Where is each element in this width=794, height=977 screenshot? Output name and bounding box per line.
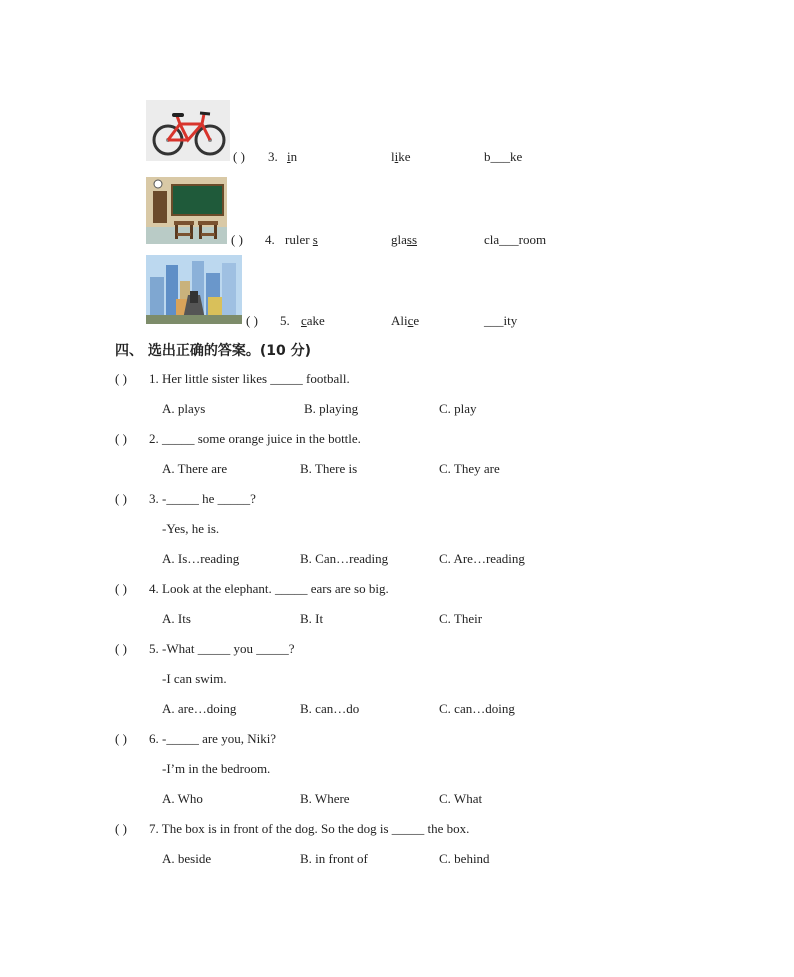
bicycle-image <box>146 100 230 161</box>
answer-paren[interactable]: ( ) <box>246 313 258 328</box>
answer-paren[interactable]: ( ) <box>115 821 127 836</box>
option-c[interactable]: C. What <box>439 791 483 806</box>
option-b[interactable]: B. playing <box>304 401 359 416</box>
word-option-2: Alice <box>391 313 420 328</box>
question-stem: 2. _____ some orange juice in the bottle. <box>149 431 361 446</box>
option-b[interactable]: B. It <box>300 611 324 626</box>
question-stem: 1. Her little sister likes _____ football. <box>149 371 350 386</box>
item-number: 5. <box>280 313 290 328</box>
answer-paren[interactable]: ( ) <box>115 371 127 386</box>
word-option-1: in <box>287 149 298 164</box>
city-icon <box>146 255 242 324</box>
word-option-1: ruler s <box>285 232 318 247</box>
option-a[interactable]: A. Is…reading <box>162 551 240 566</box>
option-c[interactable]: C. They are <box>439 461 500 476</box>
answer-paren[interactable]: ( ) <box>231 232 243 247</box>
option-a[interactable]: A. are…doing <box>162 701 237 716</box>
option-c[interactable]: C. Their <box>439 611 483 626</box>
option-b[interactable]: B. Where <box>300 791 350 806</box>
word-option-3: ___ity <box>484 313 518 328</box>
option-a[interactable]: A. Its <box>162 611 191 626</box>
answer-paren[interactable]: ( ) <box>115 731 127 746</box>
option-a[interactable]: A. There are <box>162 461 228 476</box>
question-stem: 6. -_____ are you, Niki? <box>149 731 277 746</box>
answer-paren[interactable]: ( ) <box>233 149 245 164</box>
item-number: 3. <box>268 149 278 164</box>
option-b[interactable]: B. in front of <box>300 851 368 866</box>
option-b[interactable]: B. Can…reading <box>300 551 389 566</box>
word-option-3: b___ke <box>484 149 523 164</box>
dialogue-reply: -I can swim. <box>162 671 227 686</box>
option-b[interactable]: B. can…do <box>300 701 360 716</box>
question-stem: 3. -_____ he _____? <box>149 491 256 506</box>
classroom-image <box>146 177 227 244</box>
answer-paren[interactable]: ( ) <box>115 491 127 506</box>
option-c[interactable]: C. can…doing <box>439 701 515 716</box>
classroom-icon <box>146 177 227 244</box>
question-stem: 5. -What _____ you _____? <box>149 641 295 656</box>
option-c[interactable]: C. play <box>439 401 477 416</box>
option-a[interactable]: A. Who <box>162 791 203 806</box>
section-heading: 四、 选出正确的答案。(10 分) <box>115 343 312 359</box>
city-image <box>146 255 242 324</box>
option-a[interactable]: A. beside <box>162 851 212 866</box>
bicycle-icon <box>146 100 230 161</box>
question-stem: 7. The box is in front of the dog. So the dog is _____ the box. <box>149 821 470 836</box>
answer-paren[interactable]: ( ) <box>115 431 127 446</box>
word-option-2: like <box>391 149 411 164</box>
option-c[interactable]: C. behind <box>439 851 490 866</box>
dialogue-reply: -I’m in the bedroom. <box>162 761 271 776</box>
question-stem: 4. Look at the elephant. _____ ears are so big. <box>149 581 389 596</box>
answer-paren[interactable]: ( ) <box>115 581 127 596</box>
option-b[interactable]: B. There is <box>300 461 358 476</box>
item-number: 4. <box>265 232 275 247</box>
option-a[interactable]: A. plays <box>162 401 206 416</box>
option-c[interactable]: C. Are…reading <box>439 551 525 566</box>
answer-paren[interactable]: ( ) <box>115 641 127 656</box>
word-option-1: cake <box>301 313 325 328</box>
word-option-3: cla___room <box>484 232 547 247</box>
dialogue-reply: -Yes, he is. <box>162 521 220 536</box>
word-option-2: glass <box>391 232 418 247</box>
